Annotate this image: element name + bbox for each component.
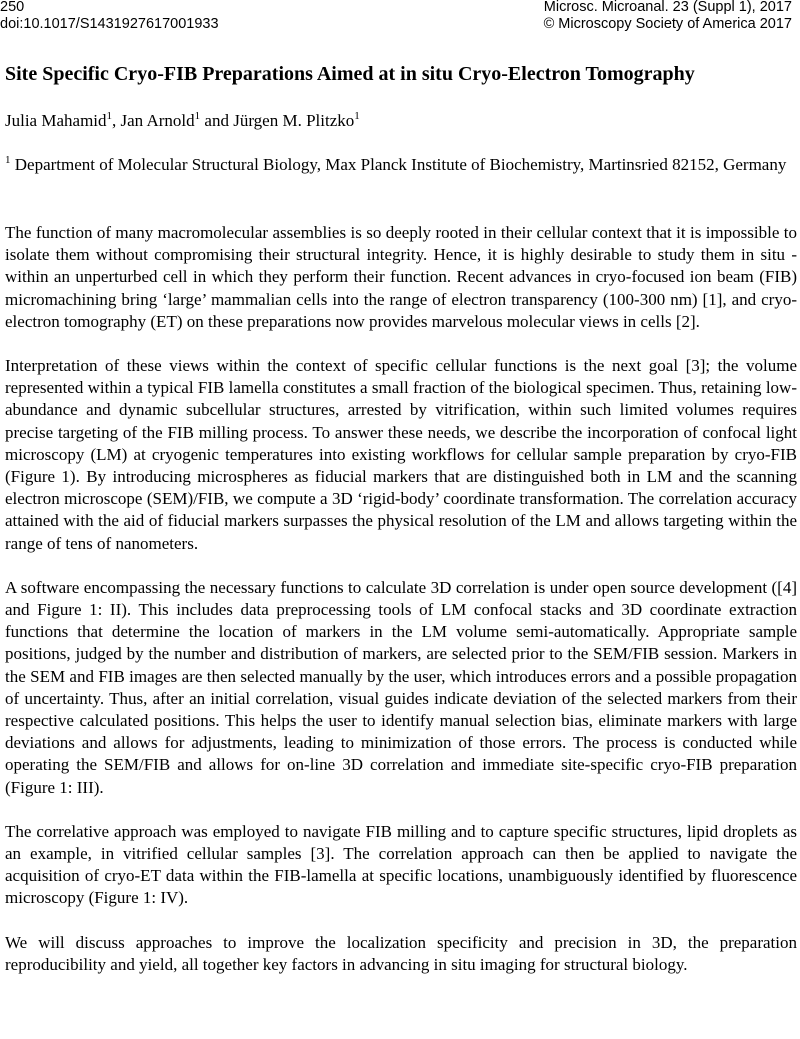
- author-affiliation-mark: 1: [354, 110, 360, 122]
- author-affiliation-mark: 1: [194, 110, 201, 122]
- paper-title: Site Specific Cryo-FIB Preparations Aimed at in situ Cryo-Electron Tomography: [5, 63, 695, 85]
- header-left: [0, 0, 219, 33]
- page-header: [0, 0, 800, 34]
- journal-citation: Microsc. Microanal. 23 (Suppl 1), 2017: [543, 0, 792, 15]
- author-name: Jürgen M. Plitzko: [233, 111, 355, 130]
- doi: doi:10.1017/S1431927617001933: [0, 16, 219, 32]
- body-paragraph: A software encompassing the necessary functions to calculate 3D correlation is under open source development ([4] and Figure 1: II). This includes data preprocessing tools of LM confocal stacks and 3D coordinate extraction functions that determine the location of markers in the LM volume semi-automatically. Appropriate sample positions, judged by the number and distribution of markers, are selected prior to the SEM/FIB session. Markers in the SEM and FIB images are then selected manually by the user, which introduces errors and a possible propagation of uncertainty. Thus, after an initial correlation, visual guides indicate deviation of the selected markers from their respective calculated positions. This helps the user to identify manual selection bias, eliminate markers with large deviations and allows for adjustments, leading to minimization of those errors. The process is conducted while operating the SEM/FIB and allows for on-line 3D correlation and immediate site-specific cryo-FIB preparation (Figure 1: III).: [5, 577, 797, 797]
- author-separator: and: [200, 111, 234, 130]
- body-paragraph: We will discuss approaches to improve the localization specificity and precision in 3D, the preparation reproducibility and yield, all together key factors in advancing in situ imaging for structural biology.: [5, 932, 797, 974]
- header-right: [544, 0, 792, 33]
- page-number: 250: [0, 0, 25, 15]
- author-name: Julia Mahamid: [5, 111, 107, 130]
- affiliation-number: 1: [5, 154, 11, 166]
- affiliation: [5, 154, 797, 176]
- body-paragraph: The correlative approach was employed to navigate FIB milling and to capture specific structures, lipid droplets as an example, in vitrified cellular samples [3]. The correlation approach can then be applied to navigate the acquisition of cryo-ET data within the FIB-lamella at specific locations, unambiguously identified by fluorescence microscopy (Figure 1: IV).: [5, 821, 797, 908]
- copyright: © Microscopy Society of America 2017: [543, 16, 792, 32]
- author-affiliation-mark: 1: [106, 110, 113, 122]
- author-name: Jan Arnold: [120, 111, 195, 130]
- body-paragraph: The function of many macromolecular assemblies is so deeply rooted in their cellular context that it is impossible to isolate them without compromising their structural integrity. Hence, it is highly desirable to study them in situ - within an unperturbed cell in which they perform their function. Recent advances in cryo-focused ion beam (FIB) micromachining bring ‘large’ mammalian cells into the range of electron transparency (100-300 nm) [1], and cryo-electron tomography (ET) on these preparations now provides marvelous molecular views in cells [2].: [5, 223, 797, 331]
- affiliation-text: Department of Molecular Structural Biology, Max Planck Institute of Biochemistry, Martinsried 82152, Germany: [10, 155, 787, 174]
- author-separator: ,: [112, 111, 121, 130]
- author-list: [5, 110, 797, 132]
- article-body: [5, 60, 797, 993]
- body-paragraph: Interpretation of these views within the context of specific cellular functions is the next goal [3]; the volume represented within a typical FIB lamella constitutes a small fraction of the biological specimen. Thus, retaining low-abundance and dynamic subcellular structures, arrested by vitrification, within such limited volumes requires precise targeting of the FIB milling process. To answer these needs, we describe the incorporation of confocal light microscopy (LM) at cryogenic temperatures into existing workflows for cellular sample preparation by cryo-FIB (Figure 1). By introducing microspheres as fiducial markers that are distinguished both in LM and the scanning electron microscope (SEM)/FIB, we compute a 3D ‘rigid-body’ coordinate transformation. The correlation accuracy attained with the aid of fiducial markers surpasses the physical resolution of the LM and allows targeting within the range of tens of nanometers.: [5, 356, 797, 553]
